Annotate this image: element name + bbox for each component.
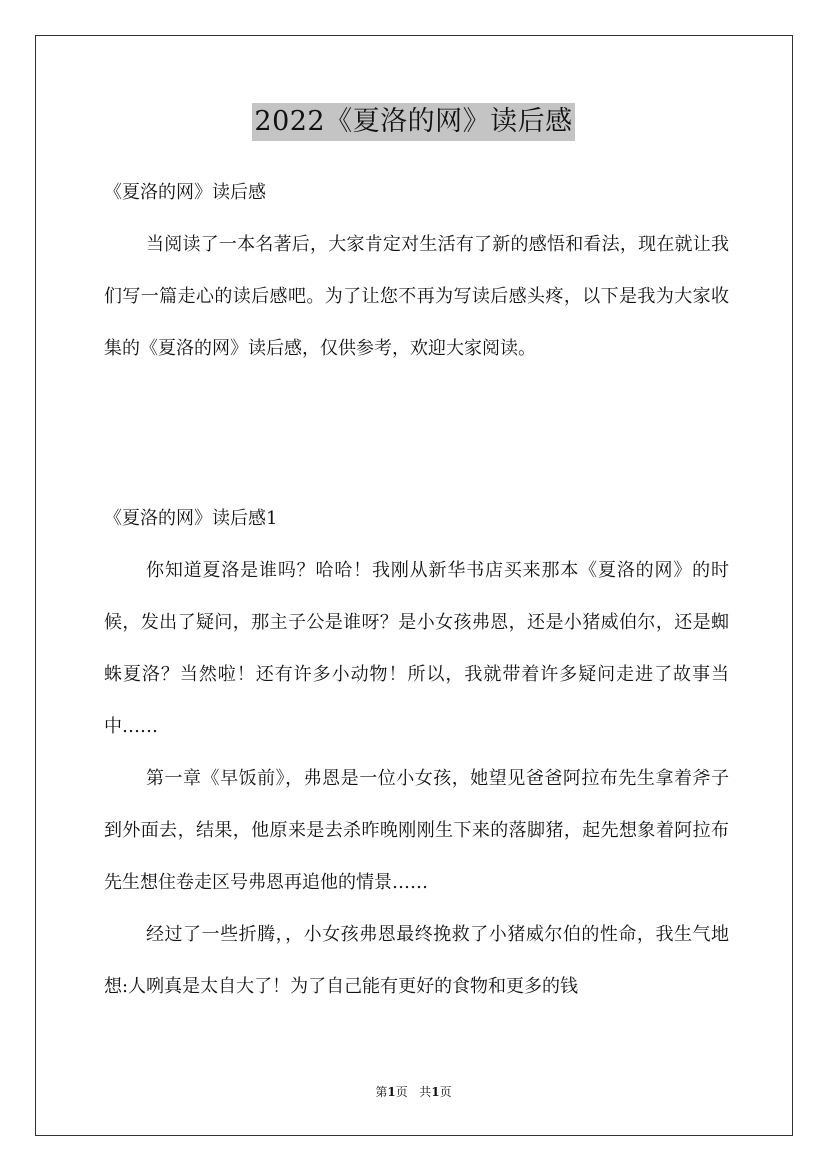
page-footer	[0, 1084, 827, 1100]
intro-section	[104, 167, 729, 375]
page-prefix: 第	[375, 1085, 388, 1099]
section-1-heading: 《夏洛的网》读后感1	[104, 508, 278, 529]
intro-paragraph: 当阅读了一本名著后，大家肯定对生活有了新的感悟和看法，现在就让我们写一篇走心的读后感吧。为了让您不再为写读后感头疼，以下是我为大家收集的《夏洛的网》读后感，仅供参考，欢迎大家阅读。	[104, 234, 729, 359]
intro-heading: 《夏洛的网》读后感	[104, 182, 266, 203]
document-title: 2022《夏洛的网》读后感	[252, 103, 574, 141]
section-1-paragraph: 你知道夏洛是谁吗？哈哈！我刚从新华书店买来那本《夏洛的网》的时候，发出了疑问，那主子公是谁呀？是小女孩弗恩，还是小猪威伯尔，还是蜘蛛夏洛？当然啦！还有许多小动物！所以，我就带着许多疑问走进了故事当中……	[104, 560, 729, 737]
page-current: 1	[387, 1085, 396, 1099]
page-suffix: 页	[395, 1085, 408, 1099]
section-1-paragraph: 经过了一些折腾，，小女孩弗恩最终挽救了小猪威尔伯的性命，我生气地想:人咧真是太自大了！为了自己能有更好的食物和更多的钱	[104, 924, 729, 997]
section-1	[104, 493, 729, 1013]
title-container	[0, 103, 827, 141]
section-1-paragraph: 第一章《早饭前》，弗恩是一位小女孩，她望见爸爸阿拉布先生拿着斧子到外面去，结果，他原来是去杀昨晚刚刚生下来的落脚猪，起先想象着阿拉布先生想住卷走区号弗恩再追他的情景……	[104, 768, 729, 893]
total-suffix: 页	[439, 1085, 452, 1099]
total-pages: 1	[431, 1085, 440, 1099]
total-prefix: 共	[419, 1085, 432, 1099]
